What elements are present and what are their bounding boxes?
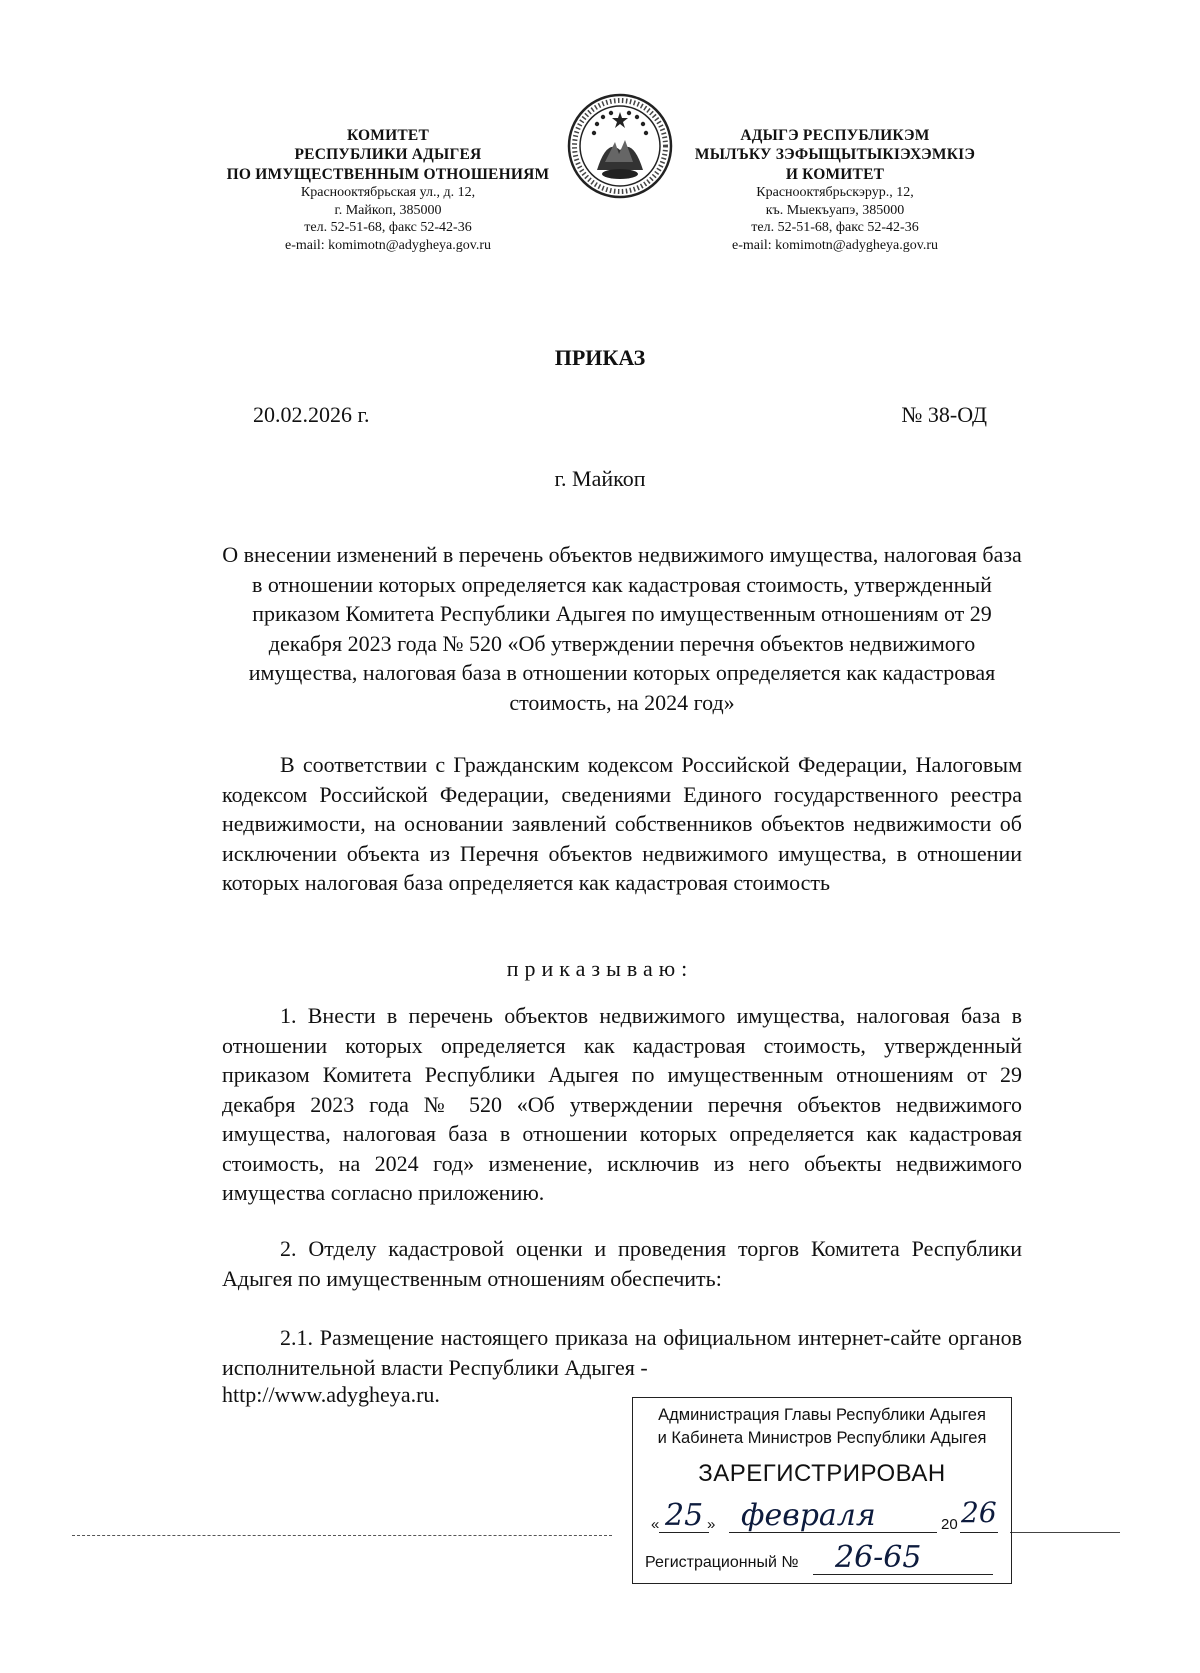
org-name-line: КОМИТЕТ xyxy=(346,127,429,144)
stamp-reg-line xyxy=(645,1540,995,1578)
handwritten-year: 26 xyxy=(961,1496,997,1529)
stamp-underline xyxy=(813,1574,993,1575)
order-item-2: 2. Отделу кадастровой оценки и проведения торгов Комитета Республики Адыгея по имущественным отношениям обеспечить: xyxy=(222,1236,1022,1291)
divider-line xyxy=(1010,1532,1120,1533)
order-item-2-1: 2.1. Размещение настоящего приказа на официальном интернет-сайте органов исполнительной власти Республики Адыгея - xyxy=(222,1325,1022,1380)
stamp-reg-label: Регистрационный № xyxy=(645,1554,799,1571)
document-date: 20.02.2026 г. xyxy=(253,402,370,427)
header-left xyxy=(213,126,563,254)
registration-stamp xyxy=(632,1397,1012,1584)
stamp-registered-label: ЗАРЕГИСТРИРОВАН xyxy=(698,1460,946,1487)
org-address: Краснооктябрьская ул., д. 12, xyxy=(300,185,476,201)
stamp-year-prefix: 20 xyxy=(941,1516,958,1533)
org-name-line: И КОМИТЕТ xyxy=(785,165,885,183)
stamp-underline xyxy=(960,1532,998,1533)
org-email: e-mail: komimotn@adygheya.gov.ru xyxy=(732,237,938,253)
org-name-line: МЫЛЪКУ ЗЭФЫЩЫТЫКIЭХЭМКIЭ xyxy=(694,146,976,164)
divider-line xyxy=(72,1535,612,1536)
stamp-authority xyxy=(633,1404,1011,1450)
document-number: № 38-ОД xyxy=(901,402,987,427)
stamp-underline xyxy=(659,1532,709,1533)
handwritten-reg-number: 26-65 xyxy=(835,1540,922,1575)
website-url: http://www.adygheya.ru. xyxy=(222,1382,440,1407)
handwritten-day: 25 xyxy=(665,1498,704,1533)
document-title: ПРИКАЗ xyxy=(554,345,646,370)
stamp-open-quote: « xyxy=(651,1516,660,1533)
org-phone: тел. 52-51-68, факс 52-42-36 xyxy=(304,220,472,236)
stamp-underline xyxy=(729,1532,937,1533)
stamp-close-quote: » xyxy=(707,1516,716,1533)
preamble-paragraph: В соответствии с Гражданским кодексом Российской Федерации, Налоговым кодексом Российской Федерации, сведениями Единого государственного реестра недвижимости, на основании заявлений собственников объектов недвижимости об исключении объекта из Перечня объектов недвижимого имущества, в отношении которых налоговая база определяется как кадастровая стоимость xyxy=(222,752,1022,895)
stamp-authority-line: и Кабинета Министров Республики Адыгея xyxy=(657,1429,987,1447)
org-name-line: АДЫГЭ РЕСПУБЛИКЭМ xyxy=(740,127,930,144)
org-name-line: РЕСПУБЛИКИ АДЫГЕЯ xyxy=(294,146,482,164)
order-item-1: 1. Внести в перечень объектов недвижимого имущества, налоговая база в отношении которых определяется как кадастровая стоимость, утвержденный приказом Комитета Республики Адыгея по имущественным отношениям от 29 декабря 2023 года № 520 «Об утверждении перечня объектов недвижимого имущества, налоговая база в отношении которых определяется как кадастровая стоимость, на 2024 год» изменение, исключив из него объекты недвижимого имущества согласно приложению. xyxy=(222,1003,1022,1205)
stamp-date-line xyxy=(645,1496,997,1538)
org-address: Краснооктябрьскэрур., 12, xyxy=(756,185,914,201)
document-city: г. Майкоп xyxy=(554,466,646,491)
document-subject: О внесении изменений в перечень объектов недвижимого имущества, налоговая база в отношении которых определяется как кадастровая стоимость, утвержденный приказом Комитета Республики Адыгея по имущественным отношениям от 29 декабря 2023 года № 520 «Об утверждении перечня объектов недвижимого имущества, налоговая база в отношении которых определяется как кадастровая стоимость, на 2024 год» xyxy=(222,542,1022,715)
org-email: e-mail: komimotn@adygheya.gov.ru xyxy=(285,237,491,253)
org-name-line: ПО ИМУЩЕСТВЕННЫМ ОТНОШЕНИЯМ xyxy=(226,165,550,183)
org-city: къ. Мыекъуапэ, 385000 xyxy=(765,202,905,218)
header-right xyxy=(690,126,980,254)
stamp-authority-line: Администрация Главы Республики Адыгея xyxy=(658,1406,986,1424)
order-word: приказываю: xyxy=(506,956,694,981)
handwritten-month: февраля xyxy=(741,1498,876,1533)
org-city: г. Майкоп, 385000 xyxy=(334,202,442,218)
adygea-coat-of-arms-icon xyxy=(567,92,673,200)
org-phone: тел. 52-51-68, факс 52-42-36 xyxy=(751,220,919,236)
